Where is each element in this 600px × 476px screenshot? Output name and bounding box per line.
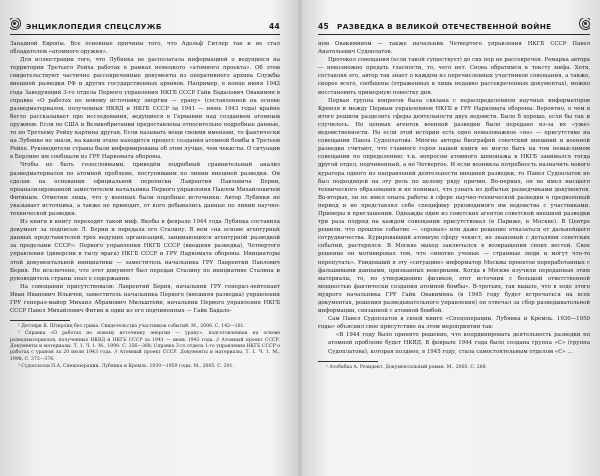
left-footnotes xyxy=(10,324,280,370)
left-running-head xyxy=(10,18,280,35)
footnote: ³ Судоплатов П.А. Спецоперации. Лубянка и Кремль. 1930—1950 годы. М., 2005. С. 201. xyxy=(18,363,234,369)
right-footnotes xyxy=(318,365,590,371)
right-body-text xyxy=(318,40,590,356)
right-quote: «В 1944 году было принято решение, что координировать деятельность разведки по атомной проблеме будет НКВД. В феврале 1944 года было создана группа «С» (группа Судоплатова), которая позднее, в 1945 году, стала самостоятельным отделом «С» ... xyxy=(328,332,590,355)
left-paragraph: Для иллюстрации того, что Лубянка не располагала информацией о ведущихся на территории Третьего Рейха работах в рамках немецкого «атомного проекта». Об этом свидетельствуют частично рассекреченные документы из оперативного архива Службы внешней разведки РФ и других государственных архивов. Например, в конце июня 1943 года Заведующий 3-го отдела Первого управления НКГБ СССР Гайк Бадалович Овакимян в справке «О работах по новому источнику энергии — урану» (составленной на основе разведматериалов, полученных НКВД и НКГБ СССР за 1941 — июнь 1943 года) крайне бегло рассказывает про исследования, ведущиеся в Германии над созданием атомным оружием. Если по США и Великобритании предоставлены относительно подробные данные, то по Третьему Рейху картина другая. Если называть вещи своими именами, то фактически на Лубянке не знали, на каком этапе находится процесс создания атомной бомбы в Третьем Рейхе. Руководители страны были информированы об этом лучше, чем чекисты. О ситуации в Берлине им сообщали из ГРУ Наркомата обороны. xyxy=(10,57,280,161)
right-paragraph: Сам Павел Судоплатов в своей книге «Спецоперации. Лубянка и Кремль. 1930—1950 годы» объяснил свое присутствие на этом мероприятии так: xyxy=(318,316,590,331)
right-paragraph: ном Овакимяном — также начальник Четвертого управления НКГБ СССР Павел Анатольевич Судоплатов. xyxy=(318,41,590,56)
right-page xyxy=(318,18,590,468)
left-paragraph: Чтобы не быть голословными, приведём подробный сравнительный анализ разведматериалов по атомной проблеме, поступившим по линии внешней разведки. Он сделан на основании официальной переписки Лаврентия Павловича Берии, проанализированной заместителем начальника Первого управления Павлом Михайловичем Фитиным. Отметим лишь, что у военных были подобные источники. Автор Лубянки не указывает источника, а также не приводит, от кого добывались данные по линии научно-технической разведки. xyxy=(10,162,280,217)
footnote-divider xyxy=(318,361,378,362)
left-paragraph: Западной Европы. Все основные причины того, что Адольф Гитлер так и не стал обладателем «атомного оружия». xyxy=(10,41,280,56)
right-running-head-title: РАЗВЕДКА В ВЕЛИКОЙ ОТЕЧЕСТВЕННОЙ ВОЙНЕ xyxy=(337,21,552,31)
left-body-text xyxy=(10,40,280,315)
emblem-icon xyxy=(10,18,21,30)
left-paragraph: Из книги в книгу переходит такой миф. Якобы в феврале 1944 года Лубянка составила документ за подписью Л. Берии и передала его Сталину. В нем «на основе агентурных данных представителей трех ведущих организаций, занимающихся агентурной разведкой за пределами СССР»: Первого управления НКГБ СССР (внешняя разведка), Четвертого управления (диверсии в тылу врага) НКГБ СССР и ГРУ Наркомата обороны. Инициаторы этой документальной инициативы — заместитель начальника ГРУ Лаврентий Павлович Берия. Не исключено, что этот документ был передан Сталину по инициативе Сталина и руководитель страны знал о содержании. xyxy=(10,219,280,282)
footnote-divider xyxy=(10,320,70,321)
left-paragraph: На совещании присутствовали: Лаврентий Берия, начальник ГРУ генерал-лейтенант Иван Иванович Ильичев, заместитель начальника Первого (внешняя разведка) управления ГРУ генерал-майор Михаил Абрамович Мильштейн, начальник Первого управления НКГБ СССР Павел Михайлович Фитин и один из его подчиненных — Гайк Бадало- xyxy=(10,283,280,315)
left-running-head-title: ЭНЦИКЛОПЕДИЯ СПЕЦСЛУЖБ xyxy=(26,21,162,31)
emblem-icon xyxy=(579,18,590,30)
footnote: ¹ Детлярк К. Штирлиц без грима. Свидетельства участников событий. М., 2006. С. 142—161. xyxy=(18,324,245,330)
right-paragraph: Протокол совещания (если такой существует) до сих пор не рассекречен. Ремарка автора — невозможно предать гласности, то, чего нет. Снова обратимся к тексту мифа. Хотя, составляя его, автор так знает о каждом из перечисленных участников совещания, а также, скорее всего, сообщены (отраженных в лишь недавно рассекреченных документах), можно восстановить примерную повестку дня. xyxy=(318,57,590,96)
right-page-number: 45 xyxy=(318,21,330,31)
left-page xyxy=(10,18,280,468)
footnote: ¹ Атобабка А. Резидент. Документальный роман. М., 2005. С. 268. xyxy=(326,364,488,370)
left-page-number: 44 xyxy=(268,21,280,31)
right-paragraph: Первая группа вопросов была связана с нераспределением научных информаторов Кремля и между Первым управлением НКГБ и ГРУ Наркомата обороны. Вероятно, о чем в итоге решили разделить сферы деятельности двух ведомств. Было б хорошо, если бы так и случилось. Но ценных агентов военной разведки было передано из-за их «уже» ведомственности. Но если этой истории есть одно немаловажное «но» — присутствие на совещании Павла Судоплатова. Многие авторы биографий советский внешний и военной разведки считают, что главного героя нашей книги не могло быть на том немыслимом совещании по определению: т.к. вопросом атомного шпионажа в НКГБ занимался тогда другой отдел, подчиненный, а не Четвертое. И если возникла потребность назначить нового куратора одного из направлений деятельности внешней разведки, то Павел Судоплатов не был подходящей на эту роль по целому ряду причин. Во-первых, он не имел высшего технического образования и не понимал, что узнать из добытых разведчиками документов. Во-вторых, он не имел опыта работы в сфере научно-технической разведки в предвоенный период и не представлял себе специфику руководимого им ведомства с участниками. Примеры в приглашении. Однажды один из советских агентов советской внешней разведки три раза подряд на каждом совещании присутствовал (в Париже, в Москве). В Центре решили, что прошлое событие — «провал» или даже решение отказаться от дальнейшего сотрудничества. Курировавший атомную сферу чекист, не знакомый с деталями советских событий, растерялся. В Москве выход заключался в возвращении своих вестей. Свое решение он мотивировал тем, что «многие ученые — странные люди и могут что-то перепутать». Увидевший в эту «ситуацию» информатор Москвы проектов переработанных с фальшивыми данными, признанных неверными. Когда в Москве изучили переданные этим материалы, то, по утверждению физиков, этот источник с большой ответственной мощностью фактически создания атомной бомбы». В-третьих, так вышло, что в ходе этого мудрого начальника ГРУ Гайк Овакимяна (в 1945 году будет встречаться на всех документах, решения разведывательного управления) он отвечал за сбор разведывательной информации, связанной с атомной бомбой. xyxy=(318,97,590,315)
footnote: ² Справка «О работах по новому источнику энергии — урану», подготовленная на основе разведматериалов, полученных НКВД и НКГБ СССР за 1941 — июнь 1943 года. // Атомный проект СССР. Документы и материалы. Т. 1. Ч. 1. М., 1998. С. 356—368; Справка 3-го отдела 1-го управления НКГБ СССР о работах с ураном за 20 июля 1943 года. // Атомный проект СССР. Документы и материалы. Т. 1. Ч. 1. М., 1998. С. 373—376. xyxy=(10,331,280,362)
right-running-head xyxy=(318,18,590,35)
